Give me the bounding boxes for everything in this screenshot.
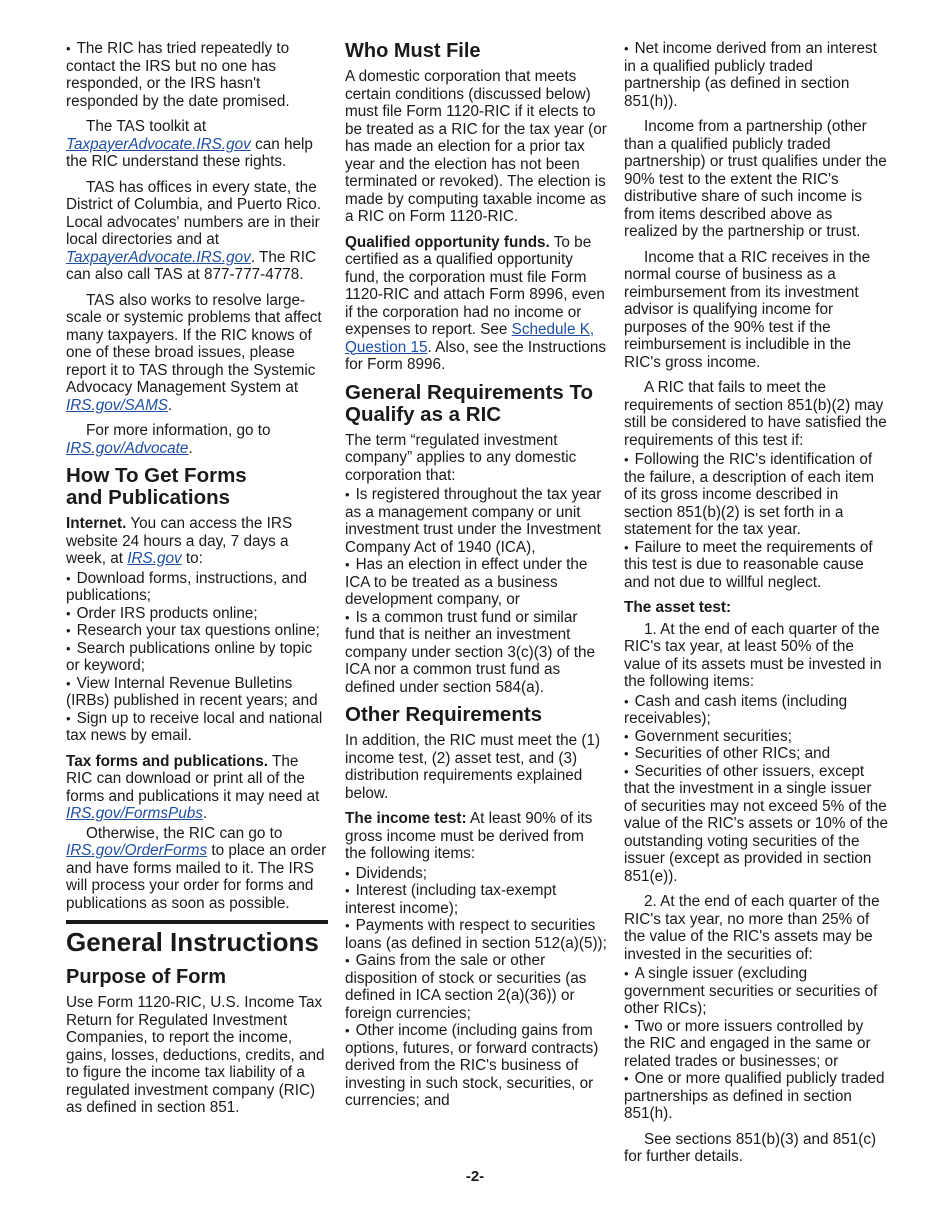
list-item: • Search publications online by topic or keyword; — [66, 640, 328, 675]
column-1 — [66, 40, 328, 1125]
paragraph-ric-term: The term “regulated investment company” applies to any domestic corporation that: — [345, 431, 577, 484]
list-item: • View Internal Revenue Bulletins (IRBs) published in recent years; and — [66, 675, 328, 710]
list-item: • Is a common trust fund or similar fund that is neither an investment company under section 3(c)(3) of the ICA nor a common trust fund as defined under section 584(a). — [345, 609, 607, 697]
list-item: • One or more qualified publicly traded partnerships as defined in section 851(h). — [624, 1070, 888, 1123]
sams-link[interactable]: IRS.gov/SAMS — [66, 396, 169, 414]
taxpayer-advocate-link-2[interactable]: TaxpayerAdvocate.IRS.gov — [66, 248, 251, 266]
heading-other-requirements: Other Requirements — [345, 703, 543, 726]
taxpayer-advocate-link[interactable]: TaxpayerAdvocate.IRS.gov — [66, 135, 251, 153]
list-item: • Dividends; — [345, 865, 607, 883]
paragraph-reimbursement: Income that a RIC receives in the normal course of business as a reimbursement from its investment advisor is qualifying income for purposes of the 90% test if the reimbursement is includible in the RIC's gross income. — [624, 248, 871, 371]
list-item: • Order IRS products online; — [66, 605, 328, 623]
heading-general-requirements: General Requirements To Qualify as a RIC — [345, 380, 593, 426]
list-item: • Other income (including gains from options, futures, or forward contracts) derived from the RIC's business of investing in such stock, securities, or currencies; and — [345, 1022, 607, 1110]
column-3 — [624, 40, 888, 1174]
heading-purpose-of-form: Purpose of Form — [66, 966, 227, 988]
list-item: • Two or more issuers controlled by the RIC and engaged in the same or related trades or businesses; or — [624, 1018, 888, 1071]
bullet-list — [624, 40, 888, 110]
paragraph-tas-systemic: TAS also works to resolve large-scale or systemic problems that affect many taxpayers. If the RIC knows of one of these broad issues, please report it to TAS through the Systemic Advocacy Management System at IRS.gov/SAMS. — [66, 291, 322, 414]
income-bullet-list — [345, 865, 607, 1110]
list-item: • Failure to meet the requirements of this test is due to reasonable cause and not due to willful neglect. — [624, 539, 888, 592]
list-item: • Payments with respect to securities loans (as defined in section 512(a)(5)); — [345, 917, 607, 952]
order-forms-link[interactable]: IRS.gov/OrderForms — [66, 842, 208, 859]
list-item: • Securities of other issuers, except that the investment in a single issuer of securities may not exceed 5% of the value of the RIC's assets or 10% of the outstanding voting securities of the issuer (except as provided in section 851(e)). — [624, 763, 888, 886]
paragraph-qof: Qualified opportunity funds. To be certified as a qualified opportunity fund, the corporation must file Form 1120-RIC and attach Form 8996, even if the corporation had no income or expenses to report. See Schedule K, Question 15. Also, see the Instructions for Form 8996. — [345, 233, 607, 373]
paragraph-asset-test-1: 1. At the end of each quarter of the RIC's tax year, at least 50% of the value of its assets must be invested in the following items: — [624, 620, 882, 690]
paragraph-tax-forms: Tax forms and publications. The RIC can download or print all of the forms and publications it may need at IRS.gov/FormsPubs. — [66, 752, 320, 822]
paragraph-more-info: For more information, go to IRS.gov/Advocate. — [66, 422, 271, 457]
advocate-link[interactable]: IRS.gov/Advocate — [66, 439, 189, 457]
paragraph-partnership-income: Income from a partnership (other than a qualified publicly traded partnership) or trust qualifies under the 90% test to the extent the RIC's distributive share of such income is from items described above as realized by the partnership or trust. — [624, 118, 887, 240]
heading-how-to-get-forms: How To Get Forms and Publications — [66, 464, 247, 509]
list-item: • A single issuer (excluding government securities or securities of other RICs); — [624, 965, 888, 1018]
list-item: • Is registered throughout the tax year as a management company or unit investment trust under the Investment Company Act of 1940 (ICA), — [345, 486, 607, 556]
list-item: • Has an election in effect under the ICA to be treated as a business development company, or — [345, 556, 607, 609]
paragraph-see-sections: See sections 851(b)(3) and 851(c) for further details. — [624, 1130, 877, 1165]
column-2 — [345, 40, 607, 1118]
paragraph-order-forms: Otherwise, the RIC can go to IRS.gov/OrderForms to place an order and have forms mailed to it. The IRS will process your order for forms and publications as soon as possible. — [66, 824, 327, 912]
paragraph-tas-toolkit: The TAS toolkit at TaxpayerAdvocate.IRS.gov can help the RIC understand these rights. — [66, 118, 313, 170]
heading-asset-test: The asset test: — [624, 599, 732, 616]
bullet-list — [66, 40, 328, 110]
heading-who-must-file: Who Must File — [345, 40, 481, 62]
paragraph-tas-offices: TAS has offices in every state, the District of Columbia, and Puerto Rico. Local advocates' numbers are in their local directories and at TaxpayerAdvocate.IRS.gov. The RIC can also call TAS at 877-777-4778. — [66, 178, 322, 283]
list-item: • Interest (including tax-exempt interest income); — [345, 882, 607, 917]
paragraph-income-test: The income test: At least 90% of its gross income must be derived from the following items: — [345, 810, 593, 862]
fail-bullet-list — [624, 451, 888, 591]
list-item: • Cash and cash items (including receivables); — [624, 693, 888, 728]
paragraph-internet: Internet. You can access the IRS website 24 hours a day, 7 days a week, at IRS.gov to: — [66, 515, 293, 567]
list-item: • Securities of other RICs; and — [624, 745, 888, 763]
list-item: • Sign up to receive local and national tax news by email. — [66, 710, 328, 745]
internet-bullet-list — [66, 570, 328, 745]
heading-general-instructions: General Instructions — [66, 927, 319, 957]
page-number: -2- — [465, 1168, 485, 1185]
paragraph-purpose: Use Form 1120-RIC, U.S. Income Tax Return for Regulated Investment Companies, to report the income, gains, losses, deductions, credits, and to figure the income tax liability of a regulated investment company (RIC) as defined in section 851. — [66, 994, 325, 1116]
requirements-bullet-list — [345, 486, 607, 696]
list-item: • Following the RIC's identification of the failure, a description of each item of its gross income described in section 851(b)(2) is set forth in a statement for the tax year. — [624, 451, 888, 539]
list-item: • Government securities; — [624, 728, 888, 746]
schedule-k-link[interactable]: Schedule K, Question 15 — [345, 321, 595, 356]
paragraph-asset-test-2: 2. At the end of each quarter of the RIC's tax year, no more than 25% of the value of the RIC's assets may be invested in the securities of: — [624, 893, 880, 963]
forms-pubs-link[interactable]: IRS.gov/FormsPubs — [66, 805, 203, 822]
list-item: • Research your tax questions online; — [66, 622, 328, 640]
list-item: • Download forms, instructions, and publications; — [66, 570, 328, 605]
paragraph-other-requirements: In addition, the RIC must meet the (1) income test, (2) asset test, and (3) distribution requirements explained below. — [345, 732, 601, 802]
irs-gov-link[interactable]: IRS.gov — [127, 550, 182, 567]
paragraph-fails-test: A RIC that fails to meet the requirements of section 851(b)(2) may still be considered to have satisfied the requirements of this test if: — [624, 379, 887, 449]
paragraph-who-must-file: A domestic corporation that meets certain conditions (discussed below) must file Form 1120-RIC if it elects to be treated as a RIC for the tax year (or has made an election for a prior tax year and the election has not been terminated or revoked). The election is made by computing taxable income as a RIC on Form 1120-RIC. — [345, 68, 607, 225]
list-item: • Net income derived from an interest in a qualified publicly traded partnership (as defined in section 851(h)). — [624, 40, 888, 110]
list-item: • Gains from the sale or other disposition of stock or securities (as defined in ICA section 2(a)(36)) or foreign currencies; — [345, 952, 607, 1022]
asset1-bullet-list — [624, 693, 888, 886]
section-divider — [66, 920, 328, 924]
bullet-item: • The RIC has tried repeatedly to contact the IRS but no one has responded, or the IRS hasn't responded by the date promised. — [66, 40, 328, 110]
asset2-bullet-list — [624, 965, 888, 1123]
